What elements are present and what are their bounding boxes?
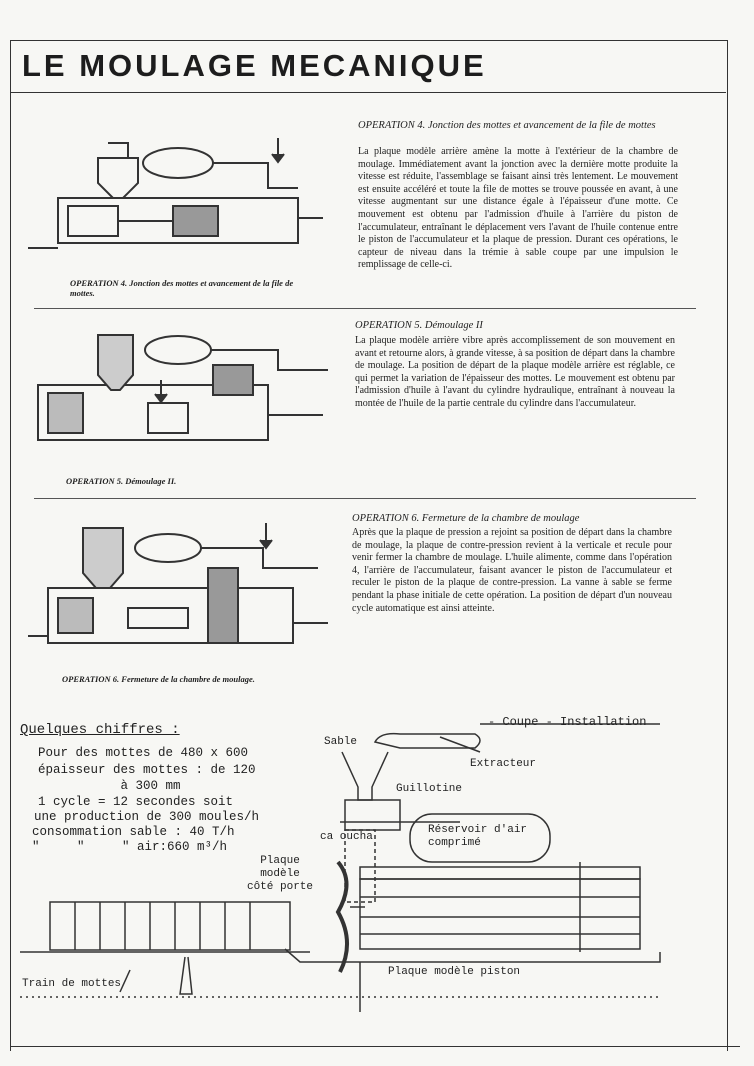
install-guillotine: Guillotine: [396, 783, 463, 795]
op5-diagram: [28, 325, 328, 455]
figures-line: 1 cycle = 12 secondes soit: [38, 795, 234, 809]
figures-line: épaisseur des mottes : de 120: [38, 763, 256, 777]
install-title: - Coupe - Installation: [488, 715, 647, 729]
figures-line: consommation sable : 40 T/h: [32, 825, 235, 839]
op4-heading: OPERATION 4. Jonction des mottes et avancement de la file de mottes: [358, 120, 656, 131]
title-rule: [10, 92, 726, 93]
install-extracteur: Extracteur: [470, 758, 537, 770]
op5-body: La plaque modèle arrière vibre après accomplissement de son mouvement en avant et retourne alors, à grande vitesse, à sa position de départ dans la chambre de moulage. La position de départ de la plaque modèle arrière est réglable, ce qui permet la variation de l'épaisseur des mottes. Le mouvement est obtenu par l'admission d'huile à l'avant du cylindre hydraulique, entraînant à nouveau la montée de l'huile de la partie centrale du cylindre dans l'accumulateur.: [355, 335, 675, 409]
page-title: LE MOULAGE MECANIQUE: [22, 48, 487, 83]
op4-body: La plaque modèle arrière amène la motte à l'extérieur de la chambre de moulage. Immédiatement avant la jonction avec la dernière motte produite la vitesse est réduite, l'assemblage se faisant ainsi très lentement. Le mouvement est ensuite accéléré et toute la file de mottes se trouve poussée en avant, à une vitesse augmentant sur une distance égale à l'épaisseur d'une motte. Ce mouvement est obtenu par l'admission d'huile à l'arrière du piston de l'accumulateur, entraînant le déplacement vers l'avant de l'huile contenue entre le piston de l'accumulateur et la plaque de pression. Durant ces opérations, le capteur de niveau dans la trémie à sable coupe par une impulsion le remplissage de celle-ci.: [358, 146, 678, 271]
install-plaque-porte: Plaque modèle côté porte: [246, 855, 313, 893]
figures-line: à 300 mm: [38, 779, 181, 793]
install-plaque-piston: Plaque modèle piston: [388, 966, 521, 978]
op6-caption: OPERATION 6. Fermeture de la chambre de moulage.: [62, 674, 255, 684]
op4-rule: [34, 308, 696, 309]
figures-line: une production de 300 moules/h: [34, 810, 260, 824]
op5-rule: [34, 498, 696, 499]
installation-drawing: [20, 712, 720, 1042]
op6-heading: OPERATION 6. Fermeture de la chambre de moulage: [352, 513, 580, 524]
figures-heading: Quelques chiffres :: [20, 722, 180, 738]
figures-line: " " " air:660 m³/h: [32, 840, 228, 854]
op6-diagram: [28, 518, 328, 658]
figures-line: Pour des mottes de 480 x 600: [38, 746, 249, 760]
op5-heading: OPERATION 5. Démoulage II: [355, 320, 483, 331]
install-train: Train de mottes: [22, 978, 122, 990]
op4-caption: OPERATION 4. Jonction des mottes et avancement de la file de mottes.: [70, 278, 294, 298]
bottom-rule: [10, 1046, 740, 1047]
install-sable: Sable: [324, 736, 358, 748]
install-reservoir: Réservoir d'air comprimé: [428, 824, 528, 849]
install-casserole: ca oucha: [320, 831, 373, 843]
op6-body: Après que la plaque de pression a rejoint sa position de départ dans la chambre de moulage, la plaque de contre-pression revient à la verticale et recule pour venir fermer la chambre de moulage. L'huile alimente, comme dans l'opération 4, l'arrière de l'accumulateur, faisant avancer le piston de l'accumulateur et reculer le piston de la plaque de contre-pression. La vanne à sable se ferme pendant la phase initiale de cette opération. La position de départ d'un nouveau cycle automatique est ainsi atteinte.: [352, 527, 672, 614]
op4-diagram: [28, 128, 328, 258]
op5-caption: OPERATION 5. Démoulage II.: [66, 476, 177, 486]
